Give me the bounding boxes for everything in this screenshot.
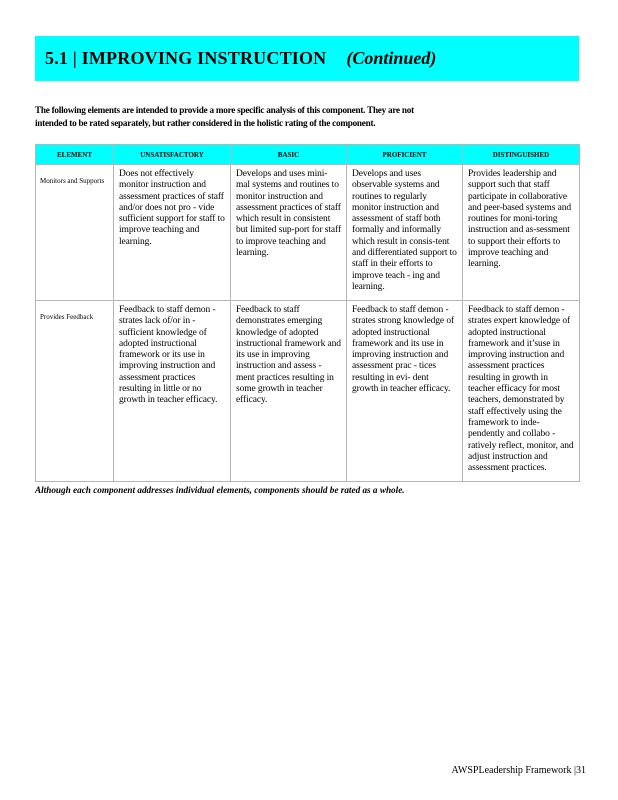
- rubric-cell-unsatisfactory: Feedback to staff demon - strates lack of/or in - sufficient knowledge of adopted instructional framework or its use in improving instruction and assessment practices resulting in little or no growth in teacher efficacy.: [114, 301, 231, 482]
- element-name: Monitors and Supports: [36, 165, 114, 301]
- column-header-basic: BASIC: [231, 145, 347, 165]
- intro-line: intended to be rated separately, but rather considered in the holistic rating of the component.: [35, 118, 376, 128]
- rubric-table: [35, 144, 580, 482]
- column-header-unsatisfactory: UNSATISFACTORY: [114, 145, 231, 165]
- section-subtitle: (Continued): [346, 48, 437, 68]
- table-row: [36, 301, 580, 482]
- intro-line: The following elements are intended to provide a more specific analysis of this component. They are not: [35, 105, 414, 115]
- section-banner: [35, 36, 579, 81]
- intro-paragraph: [35, 104, 595, 130]
- rubric-cell-unsatisfactory: Does not effectively monitor instruction and assessment practices of staff and/or does not pro - vide sufficient support for staff to improve teaching and learning.: [114, 165, 231, 301]
- table-row: [36, 165, 580, 301]
- section-title: 5.1 | IMPROVING INSTRUCTION: [45, 48, 327, 68]
- rating-note: Although each component addresses individual elements, components should be rated as a whole.: [35, 485, 405, 495]
- page-footer: AWSPLeadership Framework |31: [451, 765, 586, 776]
- column-header-distinguished: DISTINGUISHED: [463, 145, 580, 165]
- rubric-cell-proficient: Feedback to staff demon - strates strong knowledge of adopted instructional framework and its use in improving instruction and assessment prac - tices resulting in evi- dent growth in teacher efficacy.: [347, 301, 463, 482]
- rubric-cell-basic: Develops and uses mini-mal systems and routines to monitor instruction and assessment practices of staff which result in consistent but limited sup-port for staff to improve teaching and learning.: [231, 165, 347, 301]
- column-header-proficient: PROFICIENT: [347, 145, 463, 165]
- rubric-cell-distinguished: Feedback to staff demon - strates expert knowledge of adopted instructional framework and it’suse in improving instruction and assessment practices resulting in growth in teacher efficacy for most teachers, demonstrated by staff effectively using the framework to inde-pendently and collabo - ratively reflect, monitor, and adjust instruction and assessment practices.: [463, 301, 580, 482]
- rubric-cell-proficient: Develops and uses observable systems and routines to regularly monitor instruction and assessment of staff both formally and informally which result in consis-tent and differentiated support to staff in their efforts to improve teach - ing and learning.: [347, 165, 463, 301]
- rubric-cell-distinguished: Provides leadership and support such that staff participate in collaborative and peer-based systems and routines for moni-toring instruction and as-sessment to support their efforts to improve teaching and learning.: [463, 165, 580, 301]
- element-name: Provides Feedback: [36, 301, 114, 482]
- column-header-element: ELEMENT: [36, 145, 114, 165]
- rubric-cell-basic: Feedback to staff demonstrates emerging knowledge of adopted instructional framework and its use in improving instruction and assess - ment practices resulting in some growth in teacher efficacy.: [231, 301, 347, 482]
- table-header-row: [36, 145, 580, 165]
